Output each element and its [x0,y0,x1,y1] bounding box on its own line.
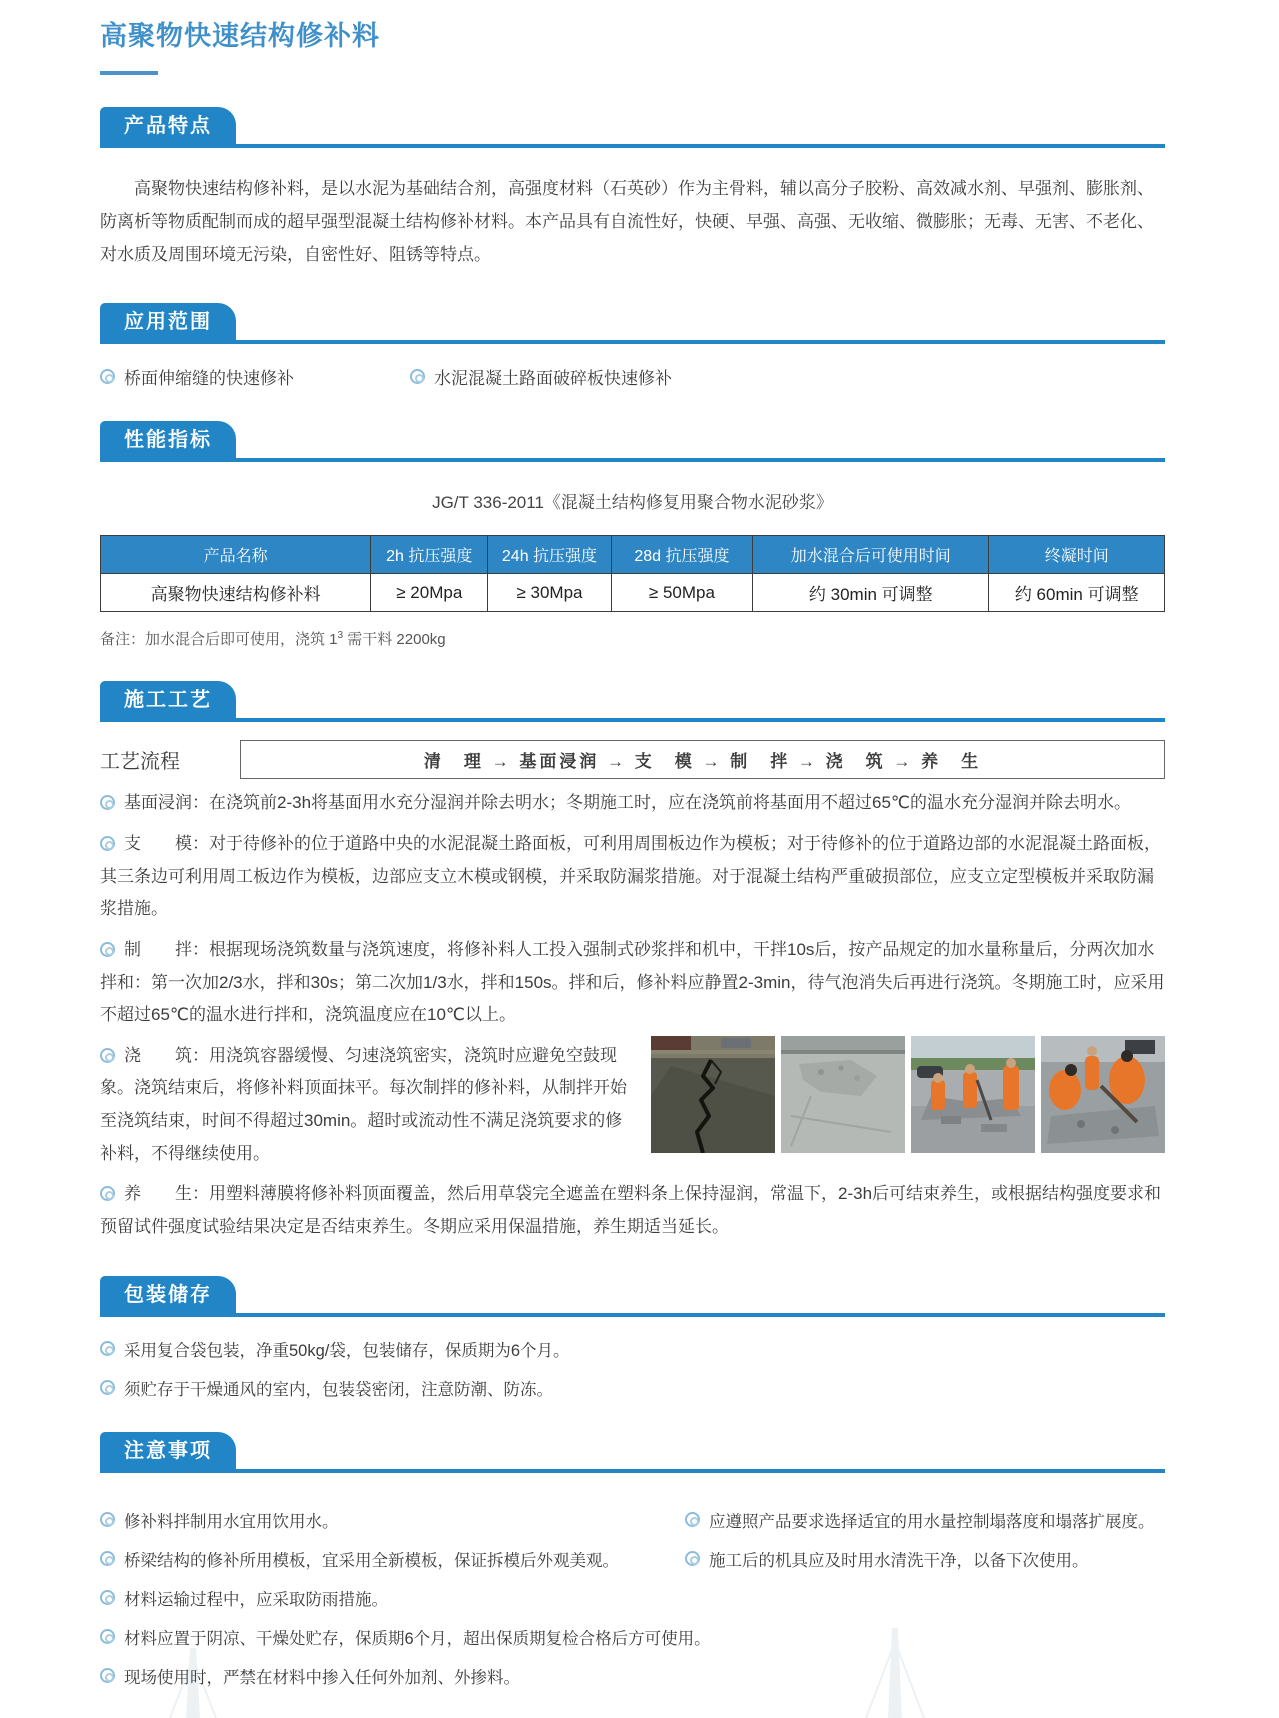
process-step [100,1178,1165,1243]
features-paragraph: 高聚物快速结构修补料，是以水泥为基础结合剂，高强度材料（石英砂）作为主骨料，辅以高分子胶粉、高效减水剂、早强剂、膨胀剂、防离析等物质配制而成的超早强型混凝土结构修补材料。本产品具有自流性好，快硬、早强、高强、无收缩、微膨胀；无毒、无害、不老化、对水质及周围环境无污染，自密性好、阻锈等特点。 [100,179,1154,265]
table-header-cell: 终凝时间 [989,536,1165,574]
process-flow-box: 清 理 → 基面浸润 → 支 模 → 制 拌 → 浇 筑 → 养 生 [240,740,1165,779]
section-header-performance [100,421,1165,462]
application-item-label: 水泥混凝土路面破碎板快速修补 [434,369,672,389]
process-flow-label: 工艺流程 [100,751,180,774]
section-tab-process: 施工工艺 [100,681,236,718]
note-item-label: 材料运输过程中，应采取防雨措施。 [124,1590,388,1609]
table-cell: ≥ 50Mpa [611,574,753,612]
note-item-label: 施工后的机具应及时用水清洗干净，以备下次使用。 [709,1551,1089,1570]
table-note-superscript: 3 [337,630,344,642]
process-step [100,828,1165,926]
ring-bullet-icon [100,795,115,810]
list-item [100,1547,685,1571]
construction-photo-strip [651,1036,1165,1153]
table-note-suffix: 需干料 2200kg [343,631,446,649]
photo-damaged-concrete-slab [781,1036,905,1153]
table-row [101,574,1165,612]
section-tab-application: 应用范围 [100,303,236,340]
ring-bullet-icon [100,1048,115,1063]
note-item-label: 现场使用时，严禁在材料中掺入任何外加剂、外掺料。 [124,1668,520,1687]
table-note-text: 备注：加水混合后即可使用，浇筑 1 [100,631,338,649]
ring-bullet-icon [100,1341,115,1356]
list-item [100,1586,685,1610]
packaging-list [100,1337,1165,1400]
table-header-cell: 28d 抗压强度 [611,536,753,574]
section-header-features [100,107,1165,148]
table-cell: 约 60min 可调整 [989,574,1165,612]
process-flow-row [100,740,1165,779]
process-step [100,934,1165,1032]
section-header-application [100,303,1165,344]
application-item-label: 桥面伸缩缝的快速修补 [124,369,294,389]
table-cell: ≥ 30Mpa [488,574,611,612]
photo-cracked-pavement [651,1036,775,1153]
process-step-text: 支 模：对于待修补的位于道路中央的水泥混凝土路面板，可利用周围板边作为模板；对于待修补的位于道路边部的水泥混凝土路面板，其三条边可利用周工板边作为模板，边部应支立木模或钢模，并采取防漏浆措施。对于混凝土结构严重破损部位，应支立定型模板并采取防漏浆措施。 [100,834,1161,919]
table-header-cell: 产品名称 [101,536,371,574]
note-item-label: 桥梁结构的修补所用模板，宜采用全新模板，保证拆模后外观美观。 [124,1551,619,1570]
photo-road-repair-crew [911,1036,1035,1153]
list-item [100,1664,1165,1688]
section-header-packaging [100,1276,1165,1317]
note-item-label: 修补料拌制用水宜用饮用水。 [124,1512,339,1531]
table-header-row [101,536,1165,574]
section-header-process [100,681,1165,722]
list-item [685,1508,1165,1532]
ring-bullet-icon [100,1380,115,1395]
list-item [410,364,672,389]
notes-list [100,1493,1165,1688]
section-tab-packaging: 包装储存 [100,1276,236,1313]
ring-bullet-icon [100,1590,115,1605]
section-tab-features: 产品特点 [100,107,236,144]
process-step [100,787,1165,820]
list-item [100,364,410,389]
section-tab-notes: 注意事项 [100,1432,236,1469]
photo-concrete-patching-closeup [1041,1036,1165,1153]
list-item [100,1508,685,1532]
ring-bullet-icon [100,942,115,957]
process-step-text: 基面浸润：在浇筑前2-3h将基面用水充分湿润并除去明水；冬期施工时，应在浇筑前将基面用不超过65℃的温水充分湿润并除去明水。 [124,793,1132,813]
table-note [100,628,1165,649]
ring-bullet-icon [100,1668,115,1683]
ring-bullet-icon [100,1551,115,1566]
list-item [685,1547,1165,1571]
list-item [100,1337,1165,1361]
section-header-notes [100,1432,1165,1473]
ring-bullet-icon [410,369,425,384]
table-cell: 高聚物快速结构修补料 [101,574,371,612]
title-underline [100,71,158,75]
section-tab-performance: 性能指标 [100,421,236,458]
notes-grid-spacer [685,1571,1165,1610]
note-item-label: 应遵照产品要求选择适宜的用水量控制塌落度和塌落扩展度。 [709,1512,1155,1531]
packaging-item-label: 须贮存于干燥通风的室内，包装袋密闭，注意防潮、防冻。 [124,1380,553,1399]
table-header-cell: 2h 抗压强度 [371,536,488,574]
list-item [100,1376,1165,1400]
process-step-text: 制 拌：根据现场浇筑数量与浇筑速度，将修补料人工投入强制式砂浆拌和机中，干拌10s后，按产品规定的加水量称量后，分两次加水拌和：第一次加2/3水，拌和30s；第二次加1/3水，拌和150s。拌和后，修补料应静置2-3min，待气泡消失后再进行浇筑。冬期施工时，应采用不超过65℃的温水进行拌和，浇筑温度应在10℃以上。 [100,939,1165,1025]
note-item-label: 材料应置于阴凉、干燥处贮存，保质期6个月，超出保质期复检合格后方可使用。 [124,1629,711,1648]
table-header-cell: 24h 抗压强度 [488,536,611,574]
application-list [100,364,1165,389]
ring-bullet-icon [100,1186,115,1201]
ring-bullet-icon [685,1512,700,1527]
ring-bullet-icon [685,1551,700,1566]
process-step-text: 养 生：用塑料薄膜将修补料顶面覆盖，然后用草袋完全遮盖在塑料条上保持湿润，常温下，2-3h后可结束养生，或根据结构强度要求和预留试件强度试验结果决定是否结束养生。冬期应采用保温措施，养生期适当延长。 [100,1184,1162,1236]
process-step-text: 浇 筑：用浇筑容器缓慢、匀速浇筑密实，浇筑时应避免空鼓现象。浇筑结束后，将修补料顶面抹平。每次制拌的修补料，从制拌开始至浇筑结束，时间不得超过30min。超时或流动性不满足浇筑要求的修补料，不得继续使用。 [100,1045,627,1163]
page-title: 高聚物快速结构修补料 [100,21,380,51]
table-header-cell: 加水混合后可使用时间 [753,536,989,574]
ring-bullet-icon [100,836,115,851]
performance-table [100,535,1165,612]
packaging-item-label: 采用复合袋包装，净重50kg/袋，包装储存，保质期为6个月。 [124,1341,570,1360]
ring-bullet-icon [100,1512,115,1527]
table-cell: ≥ 20Mpa [371,574,488,612]
ring-bullet-icon [100,369,115,384]
ring-bullet-icon [100,1629,115,1644]
table-cell: 约 30min 可调整 [753,574,989,612]
list-item [100,1625,1165,1649]
process-steps [100,787,1165,1243]
standard-caption: JG/T 336-2011《混凝土结构修复用聚合物水泥砂浆》 [432,493,833,513]
